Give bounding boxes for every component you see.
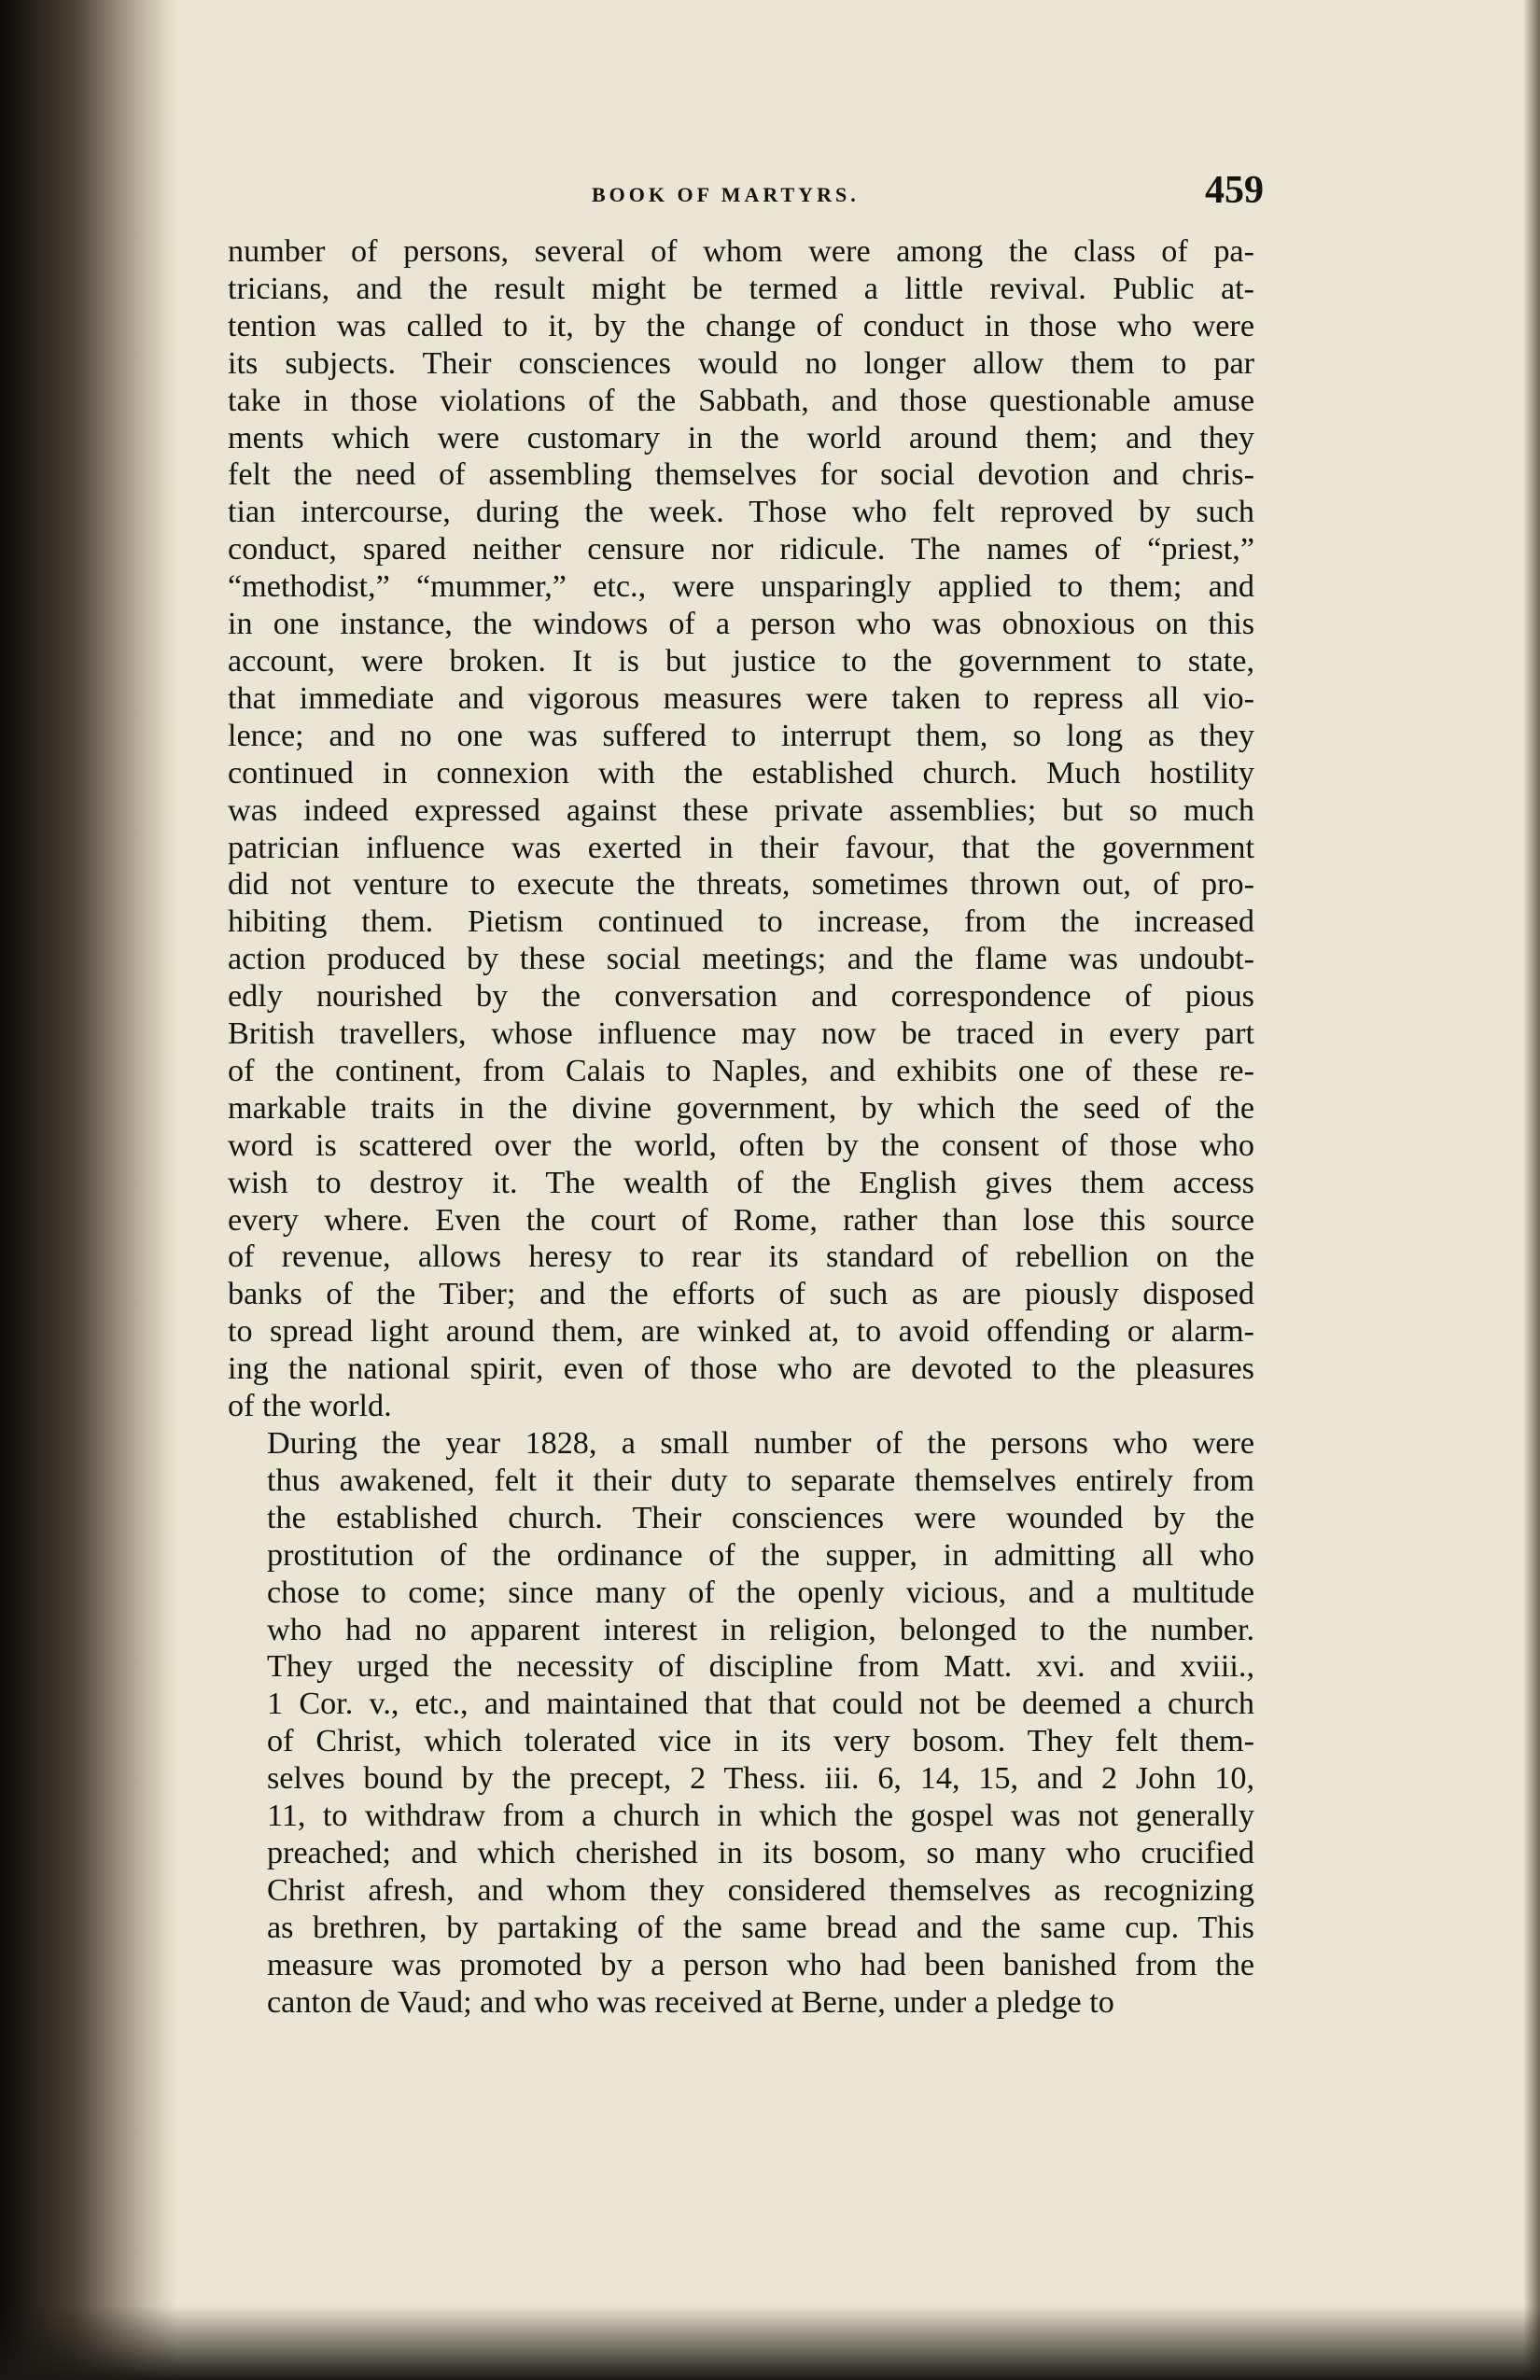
text-line: of the world. [228, 1389, 392, 1424]
text-line: its subjects. Their consciences would no longer allow them to par [228, 345, 1254, 381]
text-line: continued in connexion with the established church. Much hostility [228, 755, 1254, 791]
text-line: lence; and no one was suffered to interrupt them, so long as they [228, 718, 1254, 753]
text-line: tention was called to it, by the change of conduct in those who were [228, 308, 1254, 343]
page-number: 459 [1205, 169, 1264, 212]
text-line: word is scattered over the world, often by the consent of those who [228, 1127, 1254, 1163]
text-line: of Christ, which tolerated vice in its very bosom. They felt them- [267, 1724, 1254, 1759]
text-line: canton de Vaud; and who was received at Berne, under a pledge to [267, 1984, 1114, 2020]
page-right-edge [1523, 0, 1540, 2380]
text-line: account, were broken. It is but justice to the government to state, [228, 643, 1254, 679]
text-line: selves bound by the precept, 2 Thess. iii. 6, 14, 15, and 2 John 10, [267, 1761, 1254, 1797]
text-line: of the continent, from Calais to Naples, and exhibits one of these re- [228, 1053, 1254, 1088]
text-line: ing the national spirit, even of those who are devoted to the pleasures [228, 1351, 1254, 1387]
text-line: prostitution of the ordinance of the supper, in admitting all who [267, 1537, 1254, 1573]
book-binding-edge [0, 0, 177, 2380]
text-line: British travellers, whose influence may now be traced in every part [228, 1016, 1254, 1052]
text-line: patrician influence was exerted in their favour, that the government [228, 830, 1254, 865]
text-line: markable traits in the divine government, by which the seed of the [228, 1090, 1254, 1126]
running-head [228, 168, 1264, 233]
text-line: every where. Even the court of Rome, rather than lose this source [228, 1202, 1254, 1238]
text-line: in one instance, the windows of a person who was obnoxious on this [228, 607, 1254, 642]
text-line: preached; and which cherished in its bosom, so many who crucified [267, 1835, 1254, 1870]
text-line: as brethren, by partaking of the same bread and the same cup. This [267, 1910, 1254, 1945]
text-line: hibiting them. Pietism continued to increase, from the increased [228, 904, 1254, 940]
paragraph-1828-separation [228, 1425, 1254, 2022]
text-line: During the year 1828, a small number of the persons who were [267, 1426, 1254, 1461]
text-line: 1 Cor. v., etc., and maintained that that could not be deemed a church [267, 1687, 1254, 1722]
text-line: the established church. Their consciences were wounded by the [267, 1500, 1254, 1535]
text-line: conduct, spared neither censure nor ridicule. The names of “priest,” [228, 532, 1254, 567]
running-head-title: BOOK OF MARTYRS. [592, 183, 860, 206]
text-line: tricians, and the result might be termed a little revival. Public at- [228, 271, 1254, 306]
text-line: “methodist,” “mummer,” etc., were unsparingly applied to them; and [228, 569, 1254, 605]
text-line: felt the need of assembling themselves for social devotion and chris- [228, 457, 1254, 493]
text-line: thus awakened, felt it their duty to separate themselves entirely from [267, 1463, 1254, 1498]
page-bottom-edge [0, 2305, 1540, 2380]
text-line: 11, to withdraw from a church in which the gospel was not generally [267, 1799, 1254, 1834]
text-line: They urged the necessity of discipline from Matt. xvi. and xviii., [267, 1649, 1254, 1685]
text-line: was indeed expressed against these private assemblies; but so much [228, 792, 1254, 828]
text-line: wish to destroy it. The wealth of the English gives them access [228, 1165, 1254, 1200]
text-line: measure was promoted by a person who had been banished from the [267, 1947, 1254, 1982]
text-line: chose to come; since many of the openly vicious, and a multitude [267, 1575, 1254, 1610]
text-line: take in those violations of the Sabbath, and those questionable amuse [228, 383, 1254, 418]
text-line: action produced by these social meetings; and the flame was undoubt- [228, 942, 1254, 977]
text-line: banks of the Tiber; and the efforts of such as are piously disposed [228, 1277, 1254, 1312]
text-line: tian intercourse, during the week. Those who felt reproved by such [228, 495, 1254, 530]
text-line: of revenue, allows heresy to rear its standard of rebellion on the [228, 1239, 1254, 1275]
text-line: did not venture to execute the threats, sometimes thrown out, of pro- [228, 867, 1254, 903]
text-line: ments which were customary in the world around them; and they [228, 420, 1254, 455]
text-line: to spread light around them, are winked at, to avoid offending or alarm- [228, 1314, 1254, 1350]
text-line: who had no apparent interest in religion, belonged to the number. [267, 1612, 1254, 1647]
text-line: edly nourished by the conversation and correspondence of pious [228, 979, 1254, 1015]
book-page [228, 168, 1264, 2022]
text-line: number of persons, several of whom were among the class of pa- [228, 234, 1254, 269]
text-line: that immediate and vigorous measures were taken to repress all vio- [228, 680, 1254, 716]
paragraph-continuation [228, 233, 1254, 1425]
text-line: Christ afresh, and whom they considered themselves as recognizing [267, 1872, 1254, 1908]
